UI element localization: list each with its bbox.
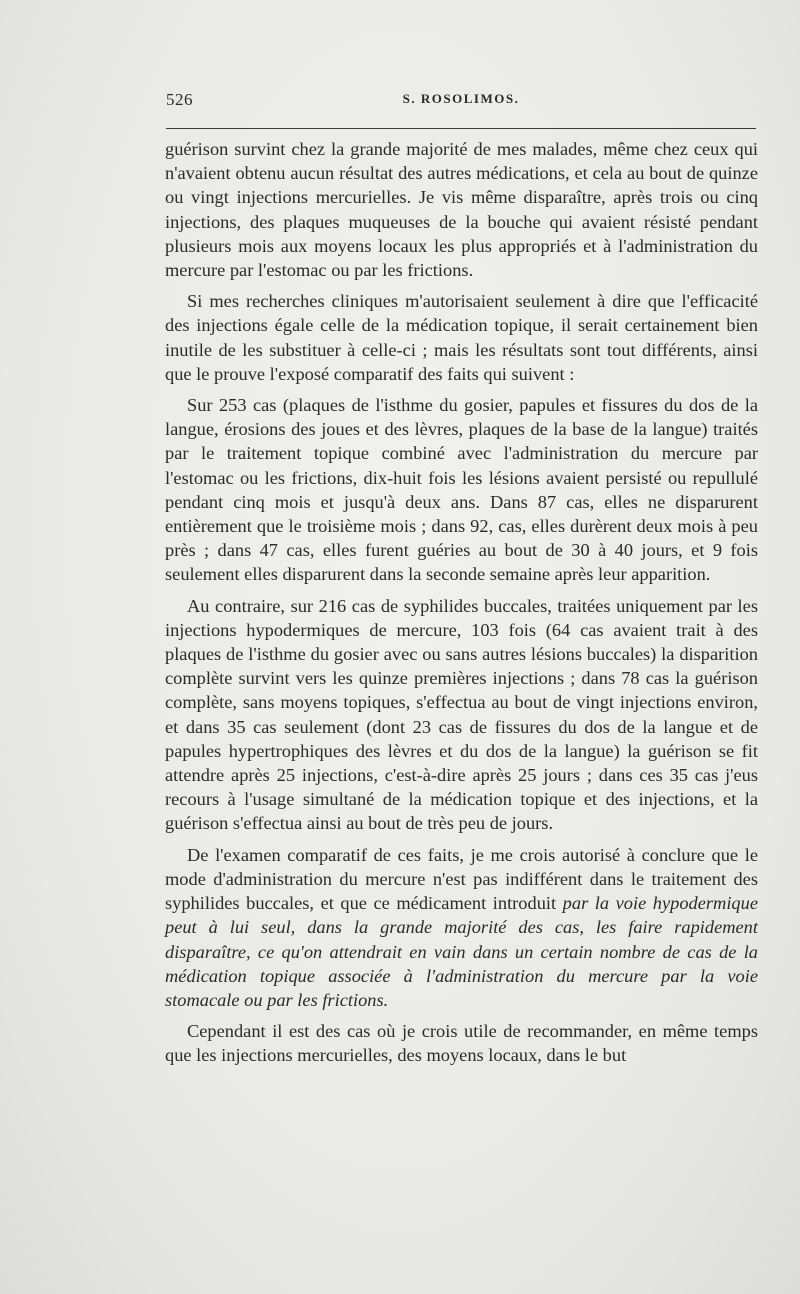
page-number: 526 bbox=[166, 90, 193, 109]
paragraph-2: Si mes recherches cliniques m'autorisaient seulement à dire que l'efficacité des injections égale celle de la médication topique, il serait certainement bien inutile de les substituer à celle-ci ; mais les résultats sont tout différents, ainsi que le prouve l'exposé comparatif des faits qui suivent : bbox=[165, 291, 758, 384]
paragraph-4: Au contraire, sur 216 cas de syphilides buccales, traitées uniquement par les injections hypodermiques de mercure, 103 fois (64 cas avaient trait à des plaques de l'isthme du gosier avec ou sans autres lésions buccales) la disparition complète survint vers les quinze premières injections ; dans 78 cas la guérison complète, sans moyens topiques, s'effectua au bout de vingt injections environ, et dans 35 cas seulement (dont 23 cas de fissures du dos de la langue et de papules hypertrophiques des lèvres et du dos de la langue) la guérison se fit attendre après 25 injections, c'est-à-dire après 25 jours ; dans ces 35 cas j'eus recours à l'usage simultané de la médication topique et des injections, et la guérison s'effectua ainsi au bout de très peu de jours. bbox=[165, 595, 758, 834]
paragraph-5-roman: De l'examen comparatif de ces faits, je me crois autorisé à conclure que le mode d'administration du mercure n'est pas indifférent dans le traitement des syphilides buccales, et que ce médicament introduit bbox=[165, 844, 758, 914]
paragraph-1: guérison survint chez la grande majorité de mes malades, même chez ceux qui n'avaient obtenu aucun résultat des autres médications, et cela au bout de quinze ou vingt injections mercurielles. Je vis même disparaître, après trois ou cinq injections, des plaques muqueuses de la bouche qui avaient résisté pendant plusieurs mois aux moyens locaux les plus appropriés et à l'administration du mercure par l'estomac ou par les frictions. bbox=[165, 139, 758, 281]
running-head: S. ROSOLIMOS. bbox=[402, 91, 520, 106]
page-header bbox=[166, 90, 756, 112]
paragraph-6: Cependant il est des cas où je crois utile de recommander, en même temps que les injections mercurielles, des moyens locaux, dans le but bbox=[165, 1021, 758, 1066]
paragraph-3: Sur 253 cas (plaques de l'isthme du gosier, papules et fissures du dos de la langue, érosions des joues et des lèvres, plaques de la base de la langue) traités par le traitement topique combiné avec l'administration du mercure par l'estomac ou les frictions, dix-huit fois les lésions avaient persisté ou repullulé pendant cinq mois et jusqu'à deux ans. Dans 87 cas, elles ne disparurent entièrement que le troisième mois ; dans 92, cas, elles durèrent deux mois à peu près ; dans 47 cas, elles furent guéries au bout de 30 à 40 jours, et 9 fois seulement elles disparurent dans la seconde semaine après leur apparition. bbox=[165, 395, 758, 585]
header-rule bbox=[166, 128, 756, 129]
paragraph-5 bbox=[165, 843, 758, 1012]
body-text bbox=[165, 137, 758, 1075]
paragraph-5-italic: par la voie hypodermique peut à lui seul, dans la grande majorité des cas, les faire rapidement disparaître, ce qu'on attendrait en vain dans un certain nombre de cas de la médication topique associée à l'administration du mercure par la voie stomacale ou par les frictions. bbox=[165, 893, 758, 1010]
